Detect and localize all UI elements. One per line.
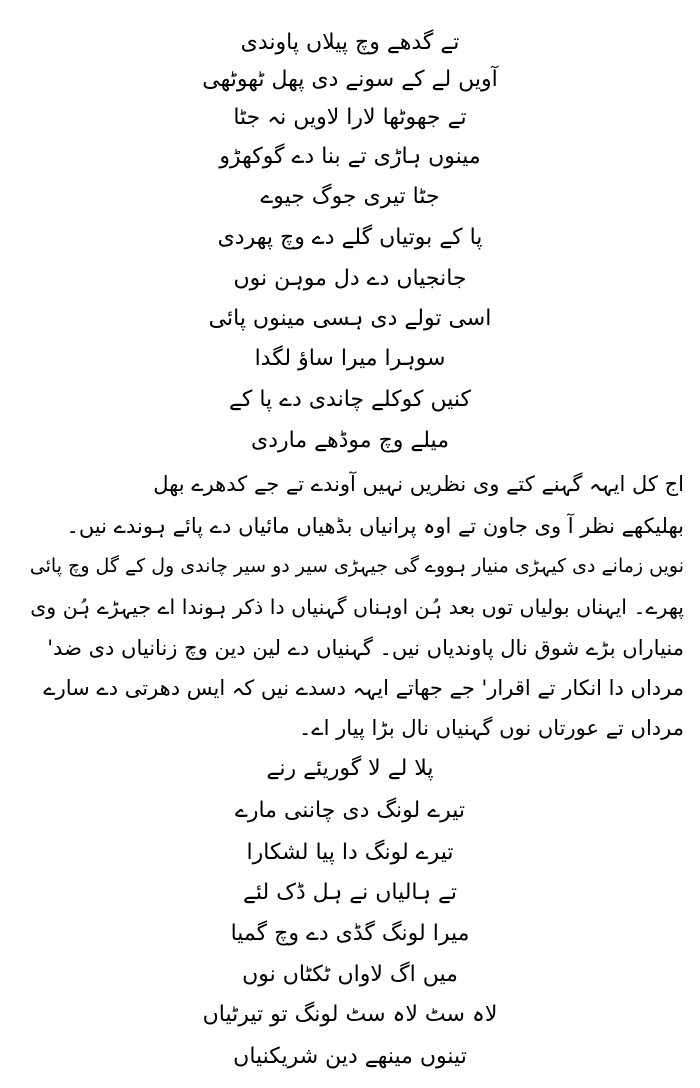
verse-line: مینوں ہاڑی تے بنا دے گوکھڑو	[219, 144, 481, 169]
verse-line: تے ہالیاں نے ہل ڈک لئے	[242, 880, 458, 905]
verse-line: میں اگ لاواں ٹکٹاں نوں	[242, 962, 458, 987]
verse-line: سوہرا میرا ساؤ لگدا	[254, 346, 446, 371]
verse-line: آویں لے کے سونے دی پھل ٹھوٹھی	[202, 67, 498, 92]
verse-line: کنیں کوکلے چاندی دے پا کے	[228, 387, 472, 412]
paragraph-line: بھلیکھے نظر آ وی جاون تے اوہ پرانیاں بڈھیاں مائیاں دے پائے ہوندے نیں۔	[66, 514, 684, 538]
verse-line: تینوں مینھے دین شریکنیاں	[233, 1044, 467, 1069]
verse-line: تے گدھے وچ پیلاں پاوندی	[240, 30, 460, 55]
verse-line: لاہ سٹ لاہ سٹ لونگ تو تیرٹیاں	[202, 1002, 498, 1027]
verse-line: تیرے لونگ دا پیا لشکارا	[246, 840, 454, 865]
verse-line: جٹا تیری جوگ جیوے	[260, 184, 440, 209]
paragraph-line: نویں زمانے دی کیہڑی منیار ہووے گی جیہڑی سیر دو سیر چاندی ول کے گل وچ پائی	[29, 555, 684, 577]
verse-line: جانجیاں دے دل موہن نوں	[233, 266, 467, 291]
verse-line: اسی تولے دی ہسی مینوں پائی	[208, 306, 492, 331]
paragraph-line: مرداں دا انکار تے اقرار' جے جھاتے ایہہ دسدے نیں کہ ایس دھرتی دے سارے	[43, 676, 684, 700]
verse-line: پا کے بوتیاں گلے دے وچ پھردی	[217, 225, 483, 250]
verse-line: پلا لے لا گوریئے رنے	[266, 756, 434, 781]
paragraph-line: منیاراں بڑے شوق نال پاوندیاں نیں۔ گہنیاں دے لین دین وچ زنانیاں دی ضد'	[47, 636, 684, 660]
verse-line: تے جھوٹھا لارا لاویں نہ جٹا	[233, 105, 467, 130]
verse-line: میلے وچ موڈھے ماردی	[251, 428, 449, 453]
verse-line: تیرے لونگ دی چاننی مارے	[234, 798, 466, 823]
verse-line: میرا لونگ گڈی دے وچ گمیا	[230, 921, 470, 946]
paragraph-line: پھرے۔ ایہناں بولیاں توں بعد ہُن اوہناں گہنیاں دا ذکر ہوندا اے جیہڑے ہُن وی	[30, 595, 684, 619]
paragraph-line: مرداں تے عورتاں نوں گہنیاں نال بڑا پیار اے۔	[298, 716, 684, 740]
paragraph-line: اج کل ایہہ گہنے کتے وی نظریں نہیں آوندے تے جے کدھرے بھل	[153, 472, 684, 496]
